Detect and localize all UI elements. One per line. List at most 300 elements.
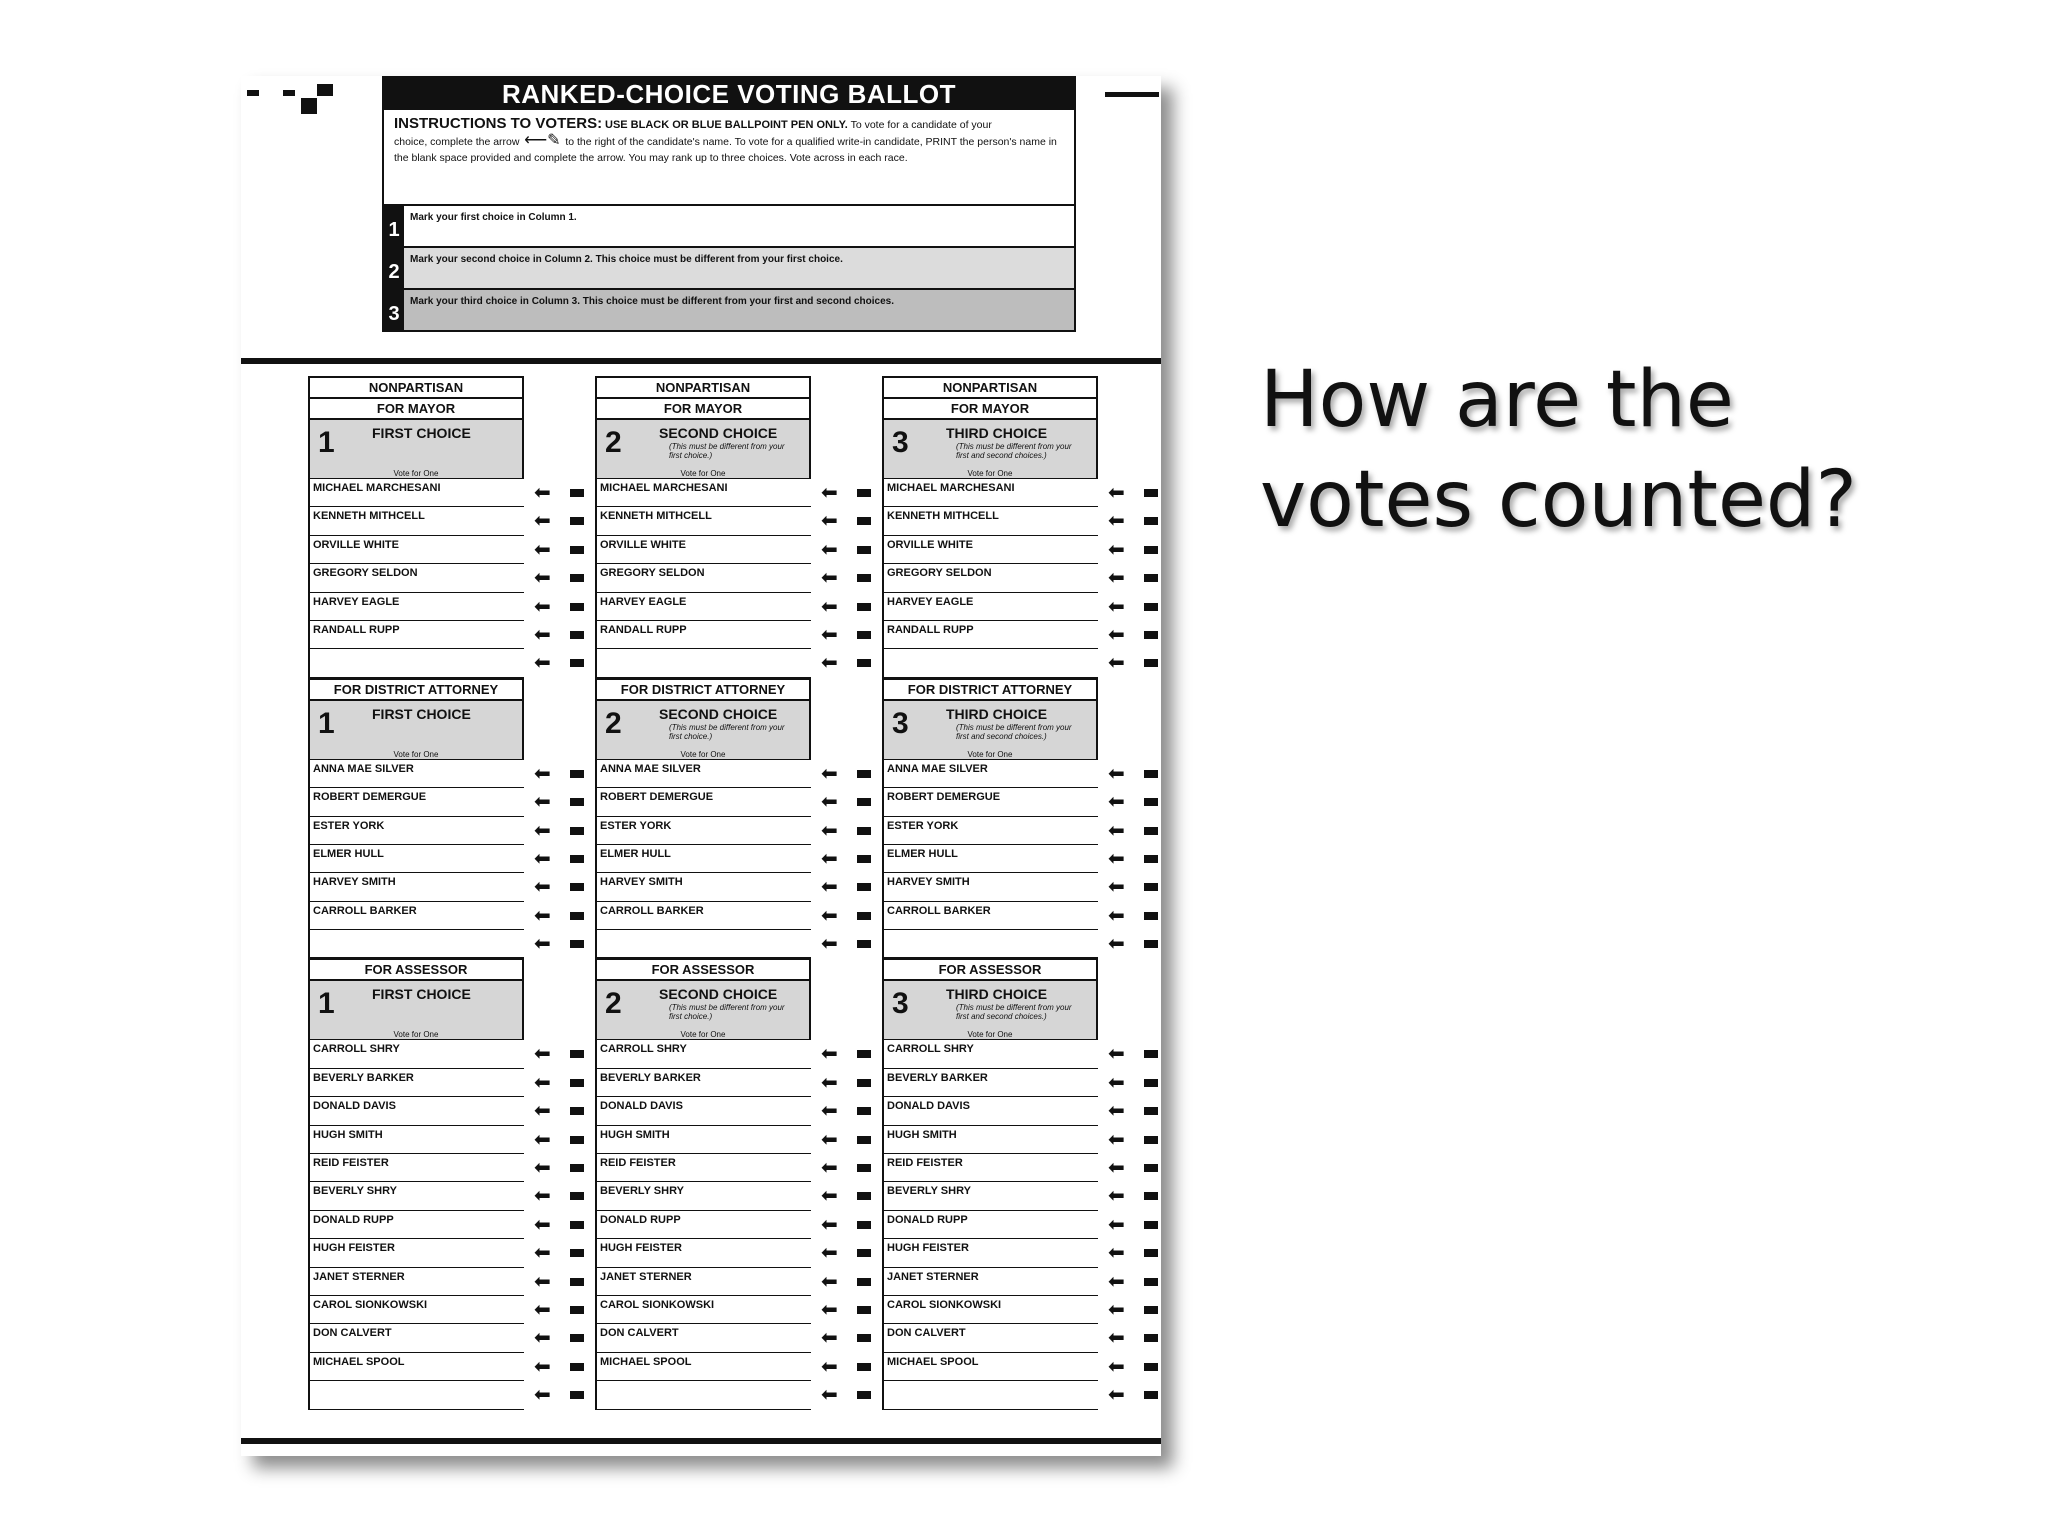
timing-mark-icon [857, 912, 871, 920]
timing-mark-icon [570, 1363, 584, 1371]
registration-mark [317, 84, 333, 96]
arrow-left-icon[interactable]: ⬅ [534, 1242, 551, 1265]
arrow-left-icon[interactable]: ⬅ [821, 1128, 838, 1151]
race-office: FOR ASSESSOR [597, 960, 809, 981]
arrow-left-icon[interactable]: ⬅ [821, 1355, 838, 1378]
candidate-row [882, 1239, 1161, 1267]
candidate-row [882, 1211, 1161, 1239]
race [882, 958, 1161, 1409]
candidate-name: ORVILLE WHITE [882, 536, 1098, 564]
arrow-left-icon[interactable]: ⬅ [1108, 1327, 1125, 1350]
candidate-row [882, 1126, 1161, 1154]
choice-label: THIRD CHOICE [946, 425, 1048, 441]
candidate-name: REID FEISTER [882, 1154, 1098, 1182]
candidate-name: CARROLL BARKER [308, 902, 524, 930]
arrow-left-icon[interactable]: ⬅ [1108, 1213, 1125, 1236]
choice-note: (This must be different from your first and second choices.) [956, 1003, 1072, 1022]
arrow-left-icon[interactable]: ⬅ [821, 933, 838, 956]
timing-mark-icon [570, 517, 584, 525]
arrow-left-icon[interactable]: ⬅ [1108, 1185, 1125, 1208]
arrow-left-icon[interactable]: ⬅ [534, 791, 551, 814]
timing-mark-icon [857, 1363, 871, 1371]
candidate-row [882, 621, 1161, 649]
candidate-row [308, 536, 588, 564]
arrow-left-icon[interactable]: ⬅ [1108, 876, 1125, 899]
candidate-row [595, 1182, 875, 1210]
timing-mark-icon [1144, 631, 1158, 639]
race-office: FOR ASSESSOR [310, 960, 522, 981]
candidate-row [882, 536, 1161, 564]
timing-mark-icon [570, 1164, 584, 1172]
arrow-left-icon[interactable]: ⬅ [534, 1298, 551, 1321]
timing-mark-icon [570, 1050, 584, 1058]
arrow-left-icon[interactable]: ⬅ [821, 819, 838, 842]
timing-mark-icon [857, 827, 871, 835]
race-header [595, 376, 811, 479]
ballot-column-3 [882, 376, 1161, 1410]
candidate-row [882, 507, 1161, 535]
timing-mark-icon [570, 489, 584, 497]
timing-mark-icon [857, 798, 871, 806]
candidate-name [595, 1381, 811, 1409]
race-office: FOR ASSESSOR [884, 960, 1096, 981]
candidate-row [308, 1381, 588, 1409]
arrow-left-icon[interactable]: ⬅ [534, 1157, 551, 1180]
arrow-left-icon[interactable]: ⬅ [821, 847, 838, 870]
arrow-left-icon[interactable]: ⬅ [534, 1355, 551, 1378]
arrow-left-icon[interactable]: ⬅ [821, 876, 838, 899]
candidate-row [595, 621, 875, 649]
candidate-row [308, 1268, 588, 1296]
choice-number: 1 [318, 706, 335, 740]
candidate-name: ROBERT DEMERGUE [595, 788, 811, 816]
choice-note: (This must be different from your first and second choices.) [956, 722, 1072, 741]
candidate-row [308, 621, 588, 649]
candidate-name: CAROL SIONKOWSKI [882, 1296, 1098, 1324]
timing-mark-icon [570, 855, 584, 863]
timing-mark-icon [857, 631, 871, 639]
timing-mark-icon [857, 1306, 871, 1314]
candidate-name: ESTER YORK [882, 817, 1098, 845]
candidate-row [595, 873, 875, 901]
arrow-left-icon[interactable]: ⬅ [534, 1071, 551, 1094]
arrow-left-icon[interactable]: ⬅ [1108, 762, 1125, 785]
step-2 [384, 246, 1074, 288]
ballot-header [382, 76, 1076, 332]
timing-mark-icon [857, 1221, 871, 1229]
timing-mark-icon [570, 1079, 584, 1087]
step-text: Mark your third choice in Column 3. This choice must be different from your first and second choices. [410, 296, 894, 307]
candidate-row [308, 593, 588, 621]
race-header [308, 678, 524, 760]
arrow-left-icon[interactable]: ⬅ [1108, 1242, 1125, 1265]
arrow-left-icon[interactable]: ⬅ [1108, 510, 1125, 533]
candidate-name: DONALD RUPP [308, 1211, 524, 1239]
arrow-left-icon[interactable]: ⬅ [1108, 538, 1125, 561]
race-party: NONPARTISAN [884, 378, 1096, 399]
candidate-name: DONALD DAVIS [595, 1097, 811, 1125]
candidate-row [882, 760, 1161, 788]
arrow-left-icon[interactable]: ⬅ [1108, 791, 1125, 814]
timing-mark-icon [1144, 546, 1158, 554]
vote-for-one: Vote for One [393, 749, 439, 759]
arrow-left-icon[interactable]: ⬅ [1108, 847, 1125, 870]
choice-number: 2 [605, 706, 622, 740]
arrow-left-icon[interactable]: ⬅ [821, 510, 838, 533]
candidate-name: CARROLL SHRY [882, 1040, 1098, 1068]
timing-mark-icon [1144, 940, 1158, 948]
candidate-name: HARVEY SMITH [882, 873, 1098, 901]
arrow-left-icon[interactable]: ⬅ [534, 567, 551, 590]
candidate-row [595, 845, 875, 873]
candidate-row [882, 1097, 1161, 1125]
registration-mark [1105, 92, 1159, 97]
vote-for-one: Vote for One [967, 749, 1013, 759]
candidate-row [308, 1239, 588, 1267]
race-office: FOR DISTRICT ATTORNEY [884, 680, 1096, 701]
choice-box [310, 420, 522, 479]
candidate-row [595, 479, 875, 507]
arrow-left-icon[interactable]: ⬅ [534, 538, 551, 561]
arrow-left-icon[interactable]: ⬅ [534, 482, 551, 504]
candidate-name: ROBERT DEMERGUE [308, 788, 524, 816]
timing-mark-icon [570, 883, 584, 891]
timing-mark-icon [1144, 1192, 1158, 1200]
arrow-left-icon[interactable]: ⬅ [534, 933, 551, 956]
timing-mark-icon [570, 603, 584, 611]
race-header [882, 958, 1098, 1040]
arrow-left-icon[interactable]: ⬅ [821, 762, 838, 785]
candidate-row [882, 930, 1161, 958]
arrow-left-icon[interactable]: ⬅ [1108, 1071, 1125, 1094]
arrow-left-icon[interactable]: ⬅ [534, 847, 551, 870]
race-office: FOR MAYOR [597, 399, 809, 420]
choice-box [884, 701, 1096, 760]
arrow-left-icon[interactable]: ⬅ [821, 1213, 838, 1236]
timing-mark-icon [1144, 1391, 1158, 1399]
candidate-name: RANDALL RUPP [595, 621, 811, 649]
timing-mark-icon [570, 1136, 584, 1144]
arrow-left-icon[interactable]: ⬅ [1108, 1270, 1125, 1293]
candidate-name: ANNA MAE SILVER [882, 760, 1098, 788]
race-office: FOR DISTRICT ATTORNEY [597, 680, 809, 701]
arrow-left-icon[interactable]: ⬅ [534, 819, 551, 842]
timing-mark-icon [1144, 1107, 1158, 1115]
race-header [882, 678, 1098, 760]
ballot-image [241, 76, 1161, 1456]
candidate-name: DONALD RUPP [882, 1211, 1098, 1239]
arrow-left-icon[interactable]: ⬅ [534, 623, 551, 646]
choice-box [310, 981, 522, 1040]
arrow-left-icon[interactable]: ⬅ [1108, 1157, 1125, 1180]
arrow-left-icon[interactable]: ⬅ [821, 1298, 838, 1321]
race-office: FOR DISTRICT ATTORNEY [310, 680, 522, 701]
candidate-name: CARROLL BARKER [882, 902, 1098, 930]
candidate-row [595, 593, 875, 621]
candidate-name: ESTER YORK [595, 817, 811, 845]
candidate-row [882, 817, 1161, 845]
candidate-name: CARROLL SHRY [308, 1040, 524, 1068]
arrow-left-icon[interactable]: ⬅ [534, 1100, 551, 1123]
candidate-name: JANET STERNER [595, 1268, 811, 1296]
timing-mark-icon [857, 1249, 871, 1257]
registration-mark [301, 98, 317, 114]
arrow-left-icon[interactable]: ⬅ [1108, 1043, 1125, 1066]
arrow-left-icon[interactable]: ⬅ [1108, 623, 1125, 646]
choice-label: THIRD CHOICE [946, 986, 1048, 1003]
timing-mark-icon [1144, 1363, 1158, 1371]
candidate-name: HUGH FEISTER [595, 1239, 811, 1267]
question-line: How are the [1260, 355, 1734, 445]
instructions-lead: INSTRUCTIONS TO VOTERS: [394, 115, 603, 132]
candidate-row [595, 1381, 875, 1409]
candidate-name: DONALD DAVIS [308, 1097, 524, 1125]
candidate-row [308, 1182, 588, 1210]
arrow-left-icon[interactable]: ⬅ [821, 482, 838, 504]
candidate-row [308, 845, 588, 873]
timing-mark-icon [570, 1334, 584, 1342]
arrow-left-icon[interactable]: ⬅ [1108, 482, 1125, 504]
timing-mark-icon [1144, 1221, 1158, 1229]
candidate-row [595, 1097, 875, 1125]
timing-mark-icon [857, 1192, 871, 1200]
candidate-name: HARVEY EAGLE [882, 593, 1098, 621]
vote-for-one: Vote for One [967, 1030, 1013, 1040]
race-office: FOR MAYOR [310, 399, 522, 420]
arrow-left-icon[interactable]: ⬅ [821, 1157, 838, 1180]
arrow-left-icon[interactable]: ⬅ [821, 652, 838, 675]
timing-mark-icon [857, 546, 871, 554]
instructions-text: to the right of the candidate's name. To vote for a qualified write-in candidate, PRINT the person's name in the blank space provided and complete the arrow. You may rank up to three choices. Vote across in each race. [394, 136, 1057, 164]
candidate-row [882, 1381, 1161, 1409]
candidate-name: CAROL SIONKOWSKI [308, 1296, 524, 1324]
candidate-name: GREGORY SELDON [308, 564, 524, 592]
arrow-left-icon[interactable]: ⬅ [1108, 819, 1125, 842]
candidate-name: ANNA MAE SILVER [595, 760, 811, 788]
arrow-left-icon[interactable]: ⬅ [534, 1327, 551, 1350]
candidate-row [882, 845, 1161, 873]
candidate-name: HUGH SMITH [595, 1126, 811, 1154]
arrow-left-icon[interactable]: ⬅ [1108, 1128, 1125, 1151]
arrow-left-icon[interactable]: ⬅ [821, 623, 838, 646]
arrow-left-icon[interactable]: ⬅ [821, 1043, 838, 1066]
candidate-row [308, 1040, 588, 1068]
timing-mark-icon [1144, 1164, 1158, 1172]
candidate-name [882, 930, 1098, 958]
timing-mark-icon [1144, 883, 1158, 891]
candidate-row [882, 788, 1161, 816]
candidate-name: REID FEISTER [595, 1154, 811, 1182]
timing-mark-icon [857, 1107, 871, 1115]
arrow-left-icon[interactable]: ⬅ [1108, 1100, 1125, 1123]
arrow-left-icon[interactable]: ⬅ [821, 567, 838, 590]
candidate-name: MICHAEL MARCHESANI [308, 479, 524, 507]
choice-label: SECOND CHOICE [659, 705, 778, 722]
candidate-name: MICHAEL MARCHESANI [595, 479, 811, 507]
choice-number: 1 [318, 426, 335, 459]
step-text: Mark your first choice in Column 1. [410, 212, 577, 223]
candidate-name [308, 1381, 524, 1409]
candidate-name: RANDALL RUPP [882, 621, 1098, 649]
timing-mark-icon [570, 940, 584, 948]
candidate-name: DONALD DAVIS [882, 1097, 1098, 1125]
candidate-name: BEVERLY SHRY [595, 1182, 811, 1210]
candidate-row [595, 1126, 875, 1154]
candidate-name: HARVEY SMITH [308, 873, 524, 901]
candidate-name: MICHAEL SPOOL [595, 1353, 811, 1381]
choice-box [884, 420, 1096, 479]
candidate-row [308, 1324, 588, 1352]
arrow-left-icon[interactable]: ⬅ [1108, 567, 1125, 590]
arrow-left-icon[interactable]: ⬅ [534, 1384, 551, 1407]
registration-mark [247, 90, 259, 96]
timing-mark-icon [857, 940, 871, 948]
arrow-left-icon[interactable]: ⬅ [534, 1043, 551, 1066]
timing-mark-icon [1144, 603, 1158, 611]
timing-mark-icon [570, 546, 584, 554]
candidate-name: DON CALVERT [308, 1324, 524, 1352]
timing-mark-icon [857, 1136, 871, 1144]
candidate-name: GREGORY SELDON [595, 564, 811, 592]
timing-mark-icon [570, 659, 584, 667]
arrow-left-icon[interactable]: ⬅ [821, 1270, 838, 1293]
candidate-row [308, 1211, 588, 1239]
arrow-left-icon[interactable]: ⬅ [534, 1270, 551, 1293]
timing-mark-icon [1144, 798, 1158, 806]
choice-number: 3 [892, 426, 909, 459]
candidate-row [595, 1268, 875, 1296]
race-header [595, 678, 811, 760]
race [308, 958, 588, 1409]
timing-mark-icon [570, 798, 584, 806]
arrow-left-icon[interactable]: ⬅ [1108, 1384, 1125, 1407]
arrow-left-icon[interactable]: ⬅ [534, 595, 551, 618]
arrow-left-icon[interactable]: ⬅ [821, 791, 838, 814]
arrow-left-icon[interactable]: ⬅ [821, 1100, 838, 1123]
vote-for-one: Vote for One [393, 1030, 439, 1040]
arrow-left-icon[interactable]: ⬅ [534, 1213, 551, 1236]
arrow-left-icon[interactable]: ⬅ [821, 1071, 838, 1094]
timing-mark-icon [857, 883, 871, 891]
candidate-name: ELMER HULL [308, 845, 524, 873]
candidate-row [882, 1040, 1161, 1068]
choice-box [597, 701, 809, 760]
candidate-row [882, 1296, 1161, 1324]
candidate-row [308, 507, 588, 535]
timing-mark-icon [1144, 1050, 1158, 1058]
arrow-left-icon[interactable]: ⬅ [821, 595, 838, 618]
timing-mark-icon [570, 631, 584, 639]
candidate-name: BEVERLY BARKER [308, 1069, 524, 1097]
candidate-name: DON CALVERT [595, 1324, 811, 1352]
arrow-left-icon[interactable]: ⬅ [1108, 595, 1125, 618]
candidate-row [882, 1324, 1161, 1352]
timing-mark-icon [1144, 1278, 1158, 1286]
candidate-row [882, 564, 1161, 592]
candidate-name: HARVEY EAGLE [308, 593, 524, 621]
race-header [882, 376, 1098, 479]
timing-mark-icon [1144, 912, 1158, 920]
ballot-title: RANKED-CHOICE VOTING BALLOT [384, 78, 1074, 110]
candidate-name: HUGH SMITH [882, 1126, 1098, 1154]
candidate-row [882, 902, 1161, 930]
candidate-name: BEVERLY BARKER [882, 1069, 1098, 1097]
instructions [384, 110, 1074, 204]
instructions-text: choice, complete the arrow [394, 136, 520, 148]
arrow-left-icon[interactable]: ⬅ [821, 538, 838, 561]
timing-mark-icon [857, 1391, 871, 1399]
timing-mark-icon [570, 1278, 584, 1286]
candidate-row [595, 1211, 875, 1239]
candidate-row [595, 1040, 875, 1068]
choice-note: (This must be different from your first choice.) [669, 1003, 785, 1022]
arrow-left-icon[interactable]: ⬅ [1108, 652, 1125, 675]
instructions-pen: USE BLACK OR BLUE BALLPOINT PEN ONLY. [605, 119, 848, 131]
arrow-left-icon[interactable]: ⬅ [534, 1128, 551, 1151]
race-party: NONPARTISAN [597, 378, 809, 399]
candidate-row [595, 564, 875, 592]
timing-mark-icon [1144, 659, 1158, 667]
arrow-left-icon[interactable]: ⬅ [1108, 904, 1125, 927]
choice-number: 1 [318, 987, 335, 1021]
arrow-left-icon[interactable]: ⬅ [1108, 933, 1125, 956]
candidate-row [308, 930, 588, 958]
arrow-left-icon[interactable]: ⬅ [1108, 1355, 1125, 1378]
candidate-row [308, 760, 588, 788]
candidate-row [595, 649, 875, 677]
candidate-row [595, 817, 875, 845]
timing-mark-icon [570, 1249, 584, 1257]
vote-for-one: Vote for One [680, 1030, 726, 1040]
question-line: votes counted? [1260, 455, 1857, 545]
timing-mark-icon [857, 1164, 871, 1172]
choice-label: THIRD CHOICE [946, 705, 1048, 722]
timing-mark-icon [570, 1221, 584, 1229]
choice-label: SECOND CHOICE [659, 425, 778, 441]
arrow-left-icon[interactable]: ⬅ [534, 876, 551, 899]
arrow-left-icon[interactable]: ⬅ [821, 1327, 838, 1350]
arrow-left-icon[interactable]: ⬅ [821, 1242, 838, 1265]
arrow-left-icon[interactable]: ⬅ [534, 1185, 551, 1208]
timing-mark-icon [570, 1192, 584, 1200]
candidate-row [882, 479, 1161, 507]
timing-mark-icon [857, 574, 871, 582]
timing-mark-icon [1144, 517, 1158, 525]
candidate-name: ANNA MAE SILVER [308, 760, 524, 788]
candidate-row [308, 902, 588, 930]
arrow-left-icon[interactable]: ⬅ [821, 1384, 838, 1407]
candidate-name: HARVEY SMITH [595, 873, 811, 901]
arrow-left-icon[interactable]: ⬅ [534, 762, 551, 785]
step-number: 1 [384, 206, 404, 246]
arrow-left-icon[interactable]: ⬅ [534, 652, 551, 675]
candidate-name [595, 930, 811, 958]
arrow-left-icon[interactable]: ⬅ [1108, 1298, 1125, 1321]
candidate-row [308, 1353, 588, 1381]
choice-label: FIRST CHOICE [372, 986, 471, 1003]
arrow-left-icon[interactable]: ⬅ [821, 1185, 838, 1208]
timing-mark-icon [857, 603, 871, 611]
arrow-left-icon[interactable]: ⬅ [821, 904, 838, 927]
candidate-row [308, 817, 588, 845]
timing-mark-icon [1144, 1079, 1158, 1087]
arrow-left-icon[interactable]: ⬅ [534, 510, 551, 533]
candidate-name: BEVERLY SHRY [308, 1182, 524, 1210]
timing-mark-icon [857, 855, 871, 863]
arrow-left-icon[interactable]: ⬅ [534, 904, 551, 927]
candidate-name: ESTER YORK [308, 817, 524, 845]
timing-mark-icon [857, 489, 871, 497]
